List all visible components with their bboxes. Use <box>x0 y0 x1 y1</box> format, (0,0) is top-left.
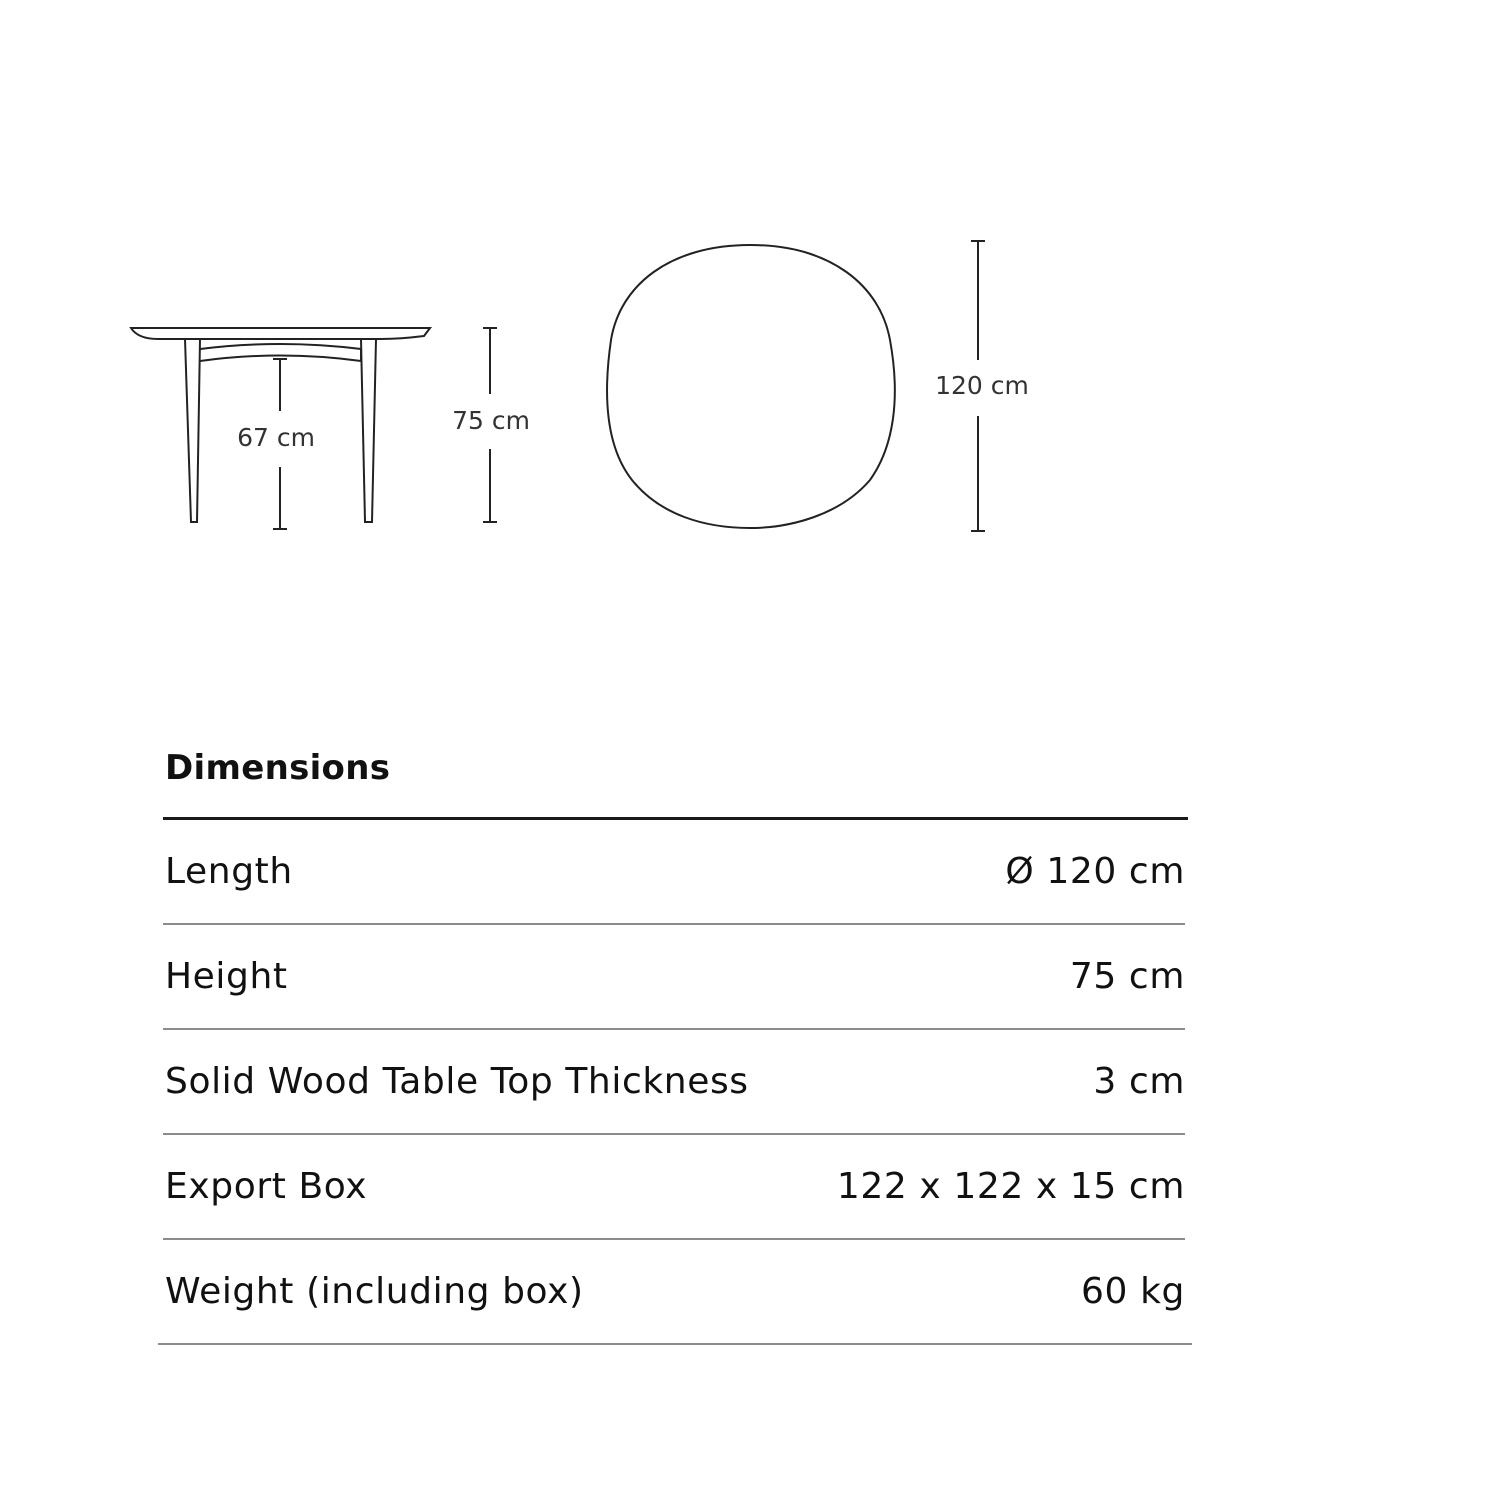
spec-value: 60 kg <box>1081 1271 1185 1312</box>
spec-value: 75 cm <box>1069 956 1185 997</box>
spec-row-export-box <box>163 1136 1185 1240</box>
inner-height-label: 67 cm <box>237 423 315 452</box>
tabletop-side-outline <box>131 328 430 339</box>
spec-label: Solid Wood Table Top Thickness <box>165 1061 749 1102</box>
right-leg <box>361 339 376 522</box>
spec-row-weight <box>158 1241 1192 1345</box>
dimensions-heading: Dimensions <box>165 748 391 788</box>
total-height-label: 75 cm <box>452 406 530 435</box>
diameter-label: 120 cm <box>935 371 1029 400</box>
spec-row-height <box>163 926 1185 1030</box>
spec-value: Ø 120 cm <box>1005 851 1185 892</box>
spec-label: Length <box>165 851 293 892</box>
spec-row-length <box>163 821 1185 925</box>
spec-value: 3 cm <box>1093 1061 1185 1102</box>
spec-row-top-thickness <box>163 1031 1185 1135</box>
spec-label: Export Box <box>165 1166 368 1207</box>
spec-label: Weight (including box) <box>165 1271 584 1312</box>
heading-divider <box>163 817 1188 820</box>
spec-value: 122 x 122 x 15 cm <box>836 1166 1185 1207</box>
tabletop-top-view-outline <box>607 245 895 528</box>
spec-label: Height <box>165 956 288 997</box>
left-leg <box>185 339 200 522</box>
